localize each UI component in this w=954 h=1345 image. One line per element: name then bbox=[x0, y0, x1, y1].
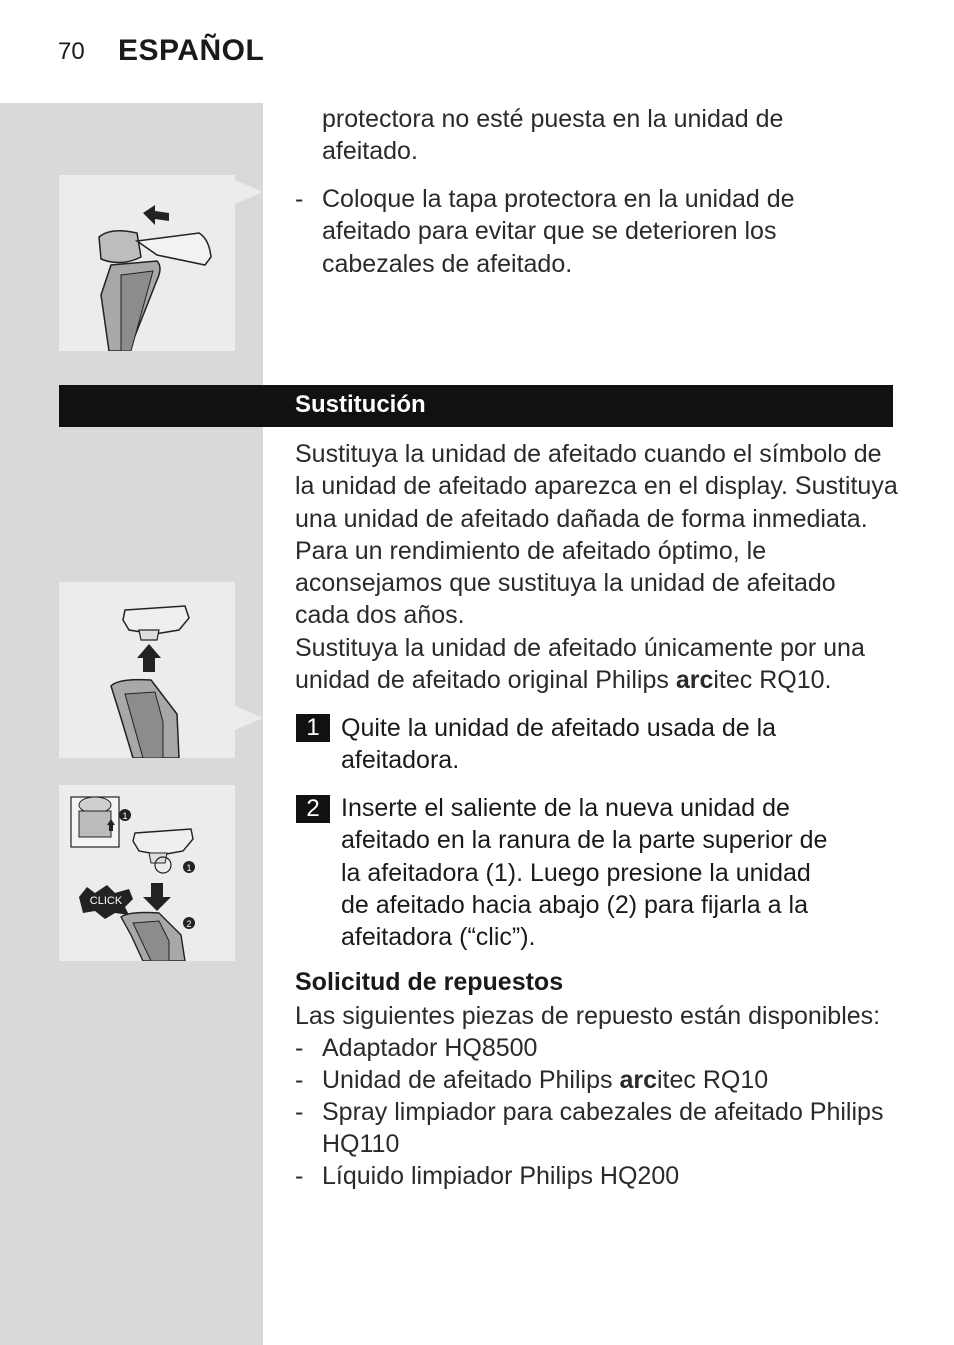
text-line: Quite la unidad de afeitado usada de la bbox=[341, 714, 777, 742]
text-line: de afeitado hacia abajo (2) para fijarla a la bbox=[341, 890, 808, 919]
text-line: afeitado para evitar que se deterioren los bbox=[322, 217, 777, 246]
text-span: Unidad de afeitado Philips bbox=[322, 1066, 620, 1094]
text-line: Spray limpiador para cabezales de afeitado Philips bbox=[322, 1098, 884, 1126]
figure-pointer bbox=[235, 706, 263, 730]
text-span: itec RQ10 bbox=[656, 1066, 769, 1094]
text-line: Sustituya la unidad de afeitado únicamente por una bbox=[295, 633, 865, 662]
text-line bbox=[322, 1064, 768, 1096]
text-line: la unidad de afeitado aparezca en el display. Sustituya bbox=[295, 472, 898, 501]
step-number-2: 2 bbox=[296, 795, 330, 823]
text-line: una unidad de afeitado dañada de forma inmediata. bbox=[295, 504, 868, 533]
brand-bold: arc bbox=[619, 1066, 657, 1094]
text-line: afeitadora. bbox=[341, 746, 460, 775]
marker-2: 2 bbox=[186, 919, 192, 929]
text-line: HQ110 bbox=[322, 1130, 400, 1159]
step-1-text bbox=[341, 712, 776, 777]
spare-parts-intro: Las siguientes piezas de repuesto están disponibles: bbox=[295, 1002, 881, 1030]
marker-1b: 1 bbox=[186, 863, 192, 873]
text-line: afeitadora (“clic”). bbox=[341, 923, 536, 952]
marker-1: 1 bbox=[122, 811, 128, 821]
text-line: protectora no esté puesta en la unidad de bbox=[322, 105, 784, 133]
text-line: Inserte el saliente de la nueva unidad de bbox=[341, 794, 790, 822]
dash-bullet: - bbox=[295, 1034, 304, 1062]
dash-bullet: - bbox=[295, 1066, 304, 1094]
insert-shaving-unit-illustration bbox=[59, 785, 235, 961]
text-span: itec RQ10. bbox=[713, 666, 832, 695]
dash-bullet: - bbox=[295, 1162, 304, 1190]
text-line bbox=[295, 664, 898, 696]
page-number: 70 bbox=[58, 38, 85, 65]
shaver-cap-illustration bbox=[59, 175, 235, 351]
intro-continuation bbox=[322, 103, 783, 168]
click-label: CLICK bbox=[89, 895, 123, 907]
step-2-text bbox=[341, 792, 827, 953]
text-line: Para un rendimiento de afeitado óptimo, le bbox=[295, 536, 767, 565]
brand-bold: arc bbox=[675, 666, 714, 695]
section-title: Sustitución bbox=[295, 391, 426, 418]
remove-shaving-unit-illustration bbox=[59, 582, 235, 758]
language-heading: ESPAÑOL bbox=[118, 34, 265, 67]
text-line: afeitado en la ranura de la parte superior de bbox=[341, 826, 828, 855]
text-line: Líquido limpiador Philips HQ200 bbox=[322, 1162, 680, 1190]
step-number-1: 1 bbox=[296, 714, 330, 742]
text-span: unidad de afeitado original Philips bbox=[295, 666, 676, 695]
text-line: cada dos años. bbox=[295, 601, 465, 630]
text-line: Sustituya la unidad de afeitado cuando el símbolo de bbox=[295, 440, 882, 468]
dash-bullet: - bbox=[295, 185, 304, 213]
spare-parts-heading: Solicitud de repuestos bbox=[295, 968, 564, 996]
replacement-paragraph bbox=[295, 438, 898, 696]
text-line: Coloque la tapa protectora en la unidad de bbox=[322, 185, 795, 213]
text-line: cabezales de afeitado. bbox=[322, 249, 573, 278]
text-line: aconsejamos que sustituya la unidad de afeitado bbox=[295, 569, 836, 598]
section-heading-bar bbox=[59, 385, 893, 427]
text-line: Adaptador HQ8500 bbox=[322, 1034, 538, 1062]
figure-pointer bbox=[235, 180, 263, 204]
text-line: la afeitadora (1). Luego presione la unidad bbox=[341, 858, 811, 887]
dash-bullet: - bbox=[295, 1098, 304, 1126]
text-line: afeitado. bbox=[322, 137, 418, 166]
